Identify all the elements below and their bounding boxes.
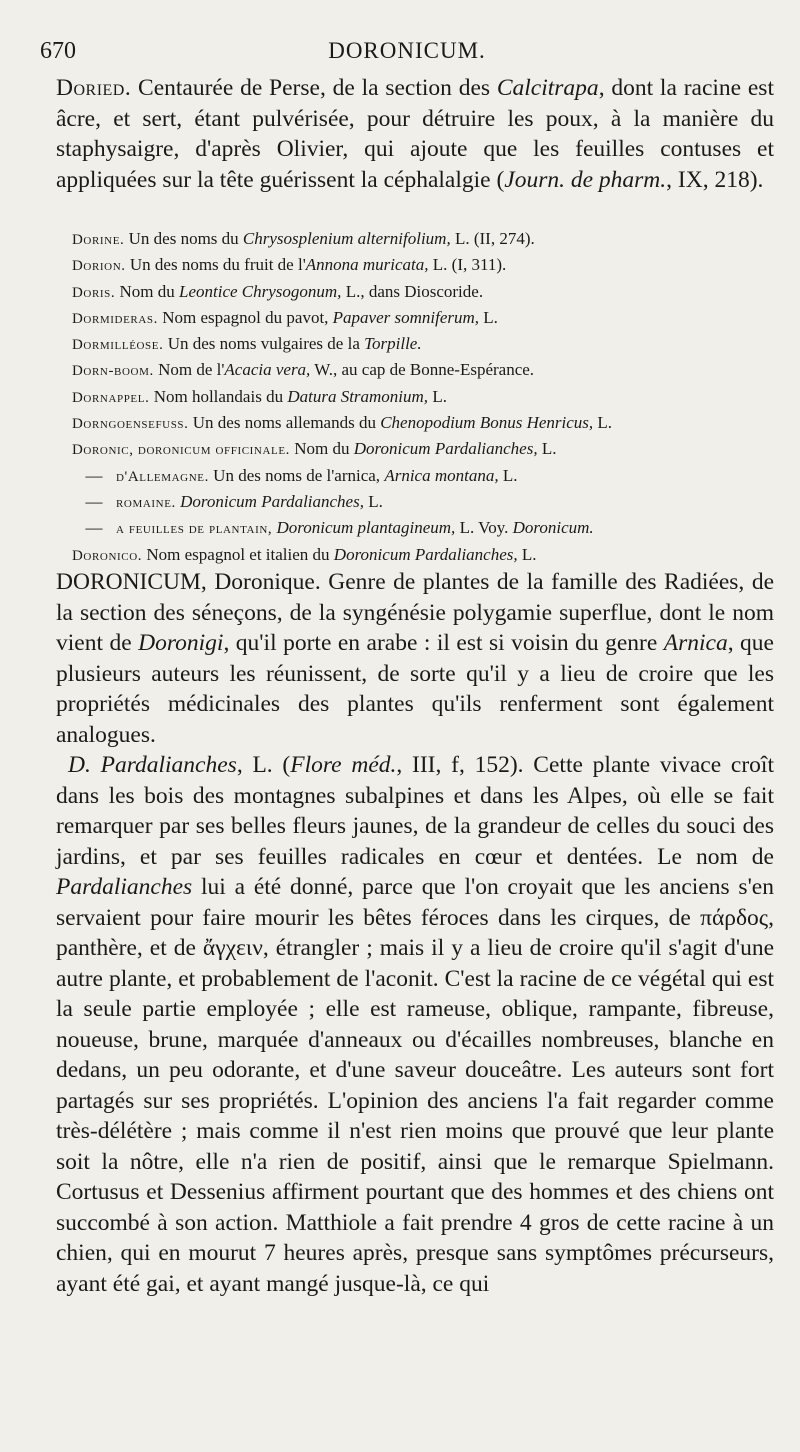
text-run: , L. ( [236, 752, 291, 778]
list-item [72, 252, 777, 278]
text-run: Nom espagnol et italien du [142, 544, 334, 564]
text-run: L. [498, 465, 518, 485]
text-run: L. [363, 491, 383, 511]
text-run: Un des noms de l'arnica, [208, 465, 385, 485]
italic-text: Papaver somniferum, [332, 307, 480, 327]
text-run: Nom du [115, 281, 179, 301]
running-title: DORONICUM. [328, 38, 486, 63]
italic-text: Doronicum Pardalianches, [333, 544, 518, 564]
text-run: Nom espagnol du pavot, [157, 307, 333, 327]
italic-text: Chrysosplenium alternifolium, [242, 229, 451, 248]
list-item [72, 226, 777, 252]
text-run: W., au cap de Bonne-Espérance. [310, 360, 535, 380]
text-run: Un des noms vulgaires de la [163, 334, 365, 354]
list-item [72, 463, 777, 489]
genus-paragraph [56, 567, 774, 750]
entry-term: romaine. [116, 494, 176, 511]
italic-text: Flore méd. [290, 752, 397, 778]
italic-text: Doronicum Pardalianches, [180, 491, 364, 511]
text-run: , IX, 218). [666, 166, 764, 193]
entry-term: Dormilléose. [72, 337, 164, 354]
text-run: L. (I, 311). [428, 255, 507, 275]
italic-text: Annona muricata, [305, 255, 429, 275]
entry-term: Dornappel. [72, 389, 150, 406]
page-number: 670 [40, 38, 76, 64]
italic-text: Doronigi [138, 630, 224, 656]
entry-term: a feuilles de plantain, [116, 521, 273, 538]
list-item [72, 515, 777, 541]
doronicum-article [56, 567, 774, 1299]
italic-text: Calcitrapa [496, 75, 599, 101]
list-item [72, 489, 777, 515]
entry-term: Doried. [56, 75, 132, 101]
entry-term: Doris. [72, 284, 116, 301]
ditto-dash: — [85, 518, 103, 538]
text-run: L., dans Dioscoride. [341, 281, 484, 301]
list-item [72, 357, 777, 383]
text-run: lui a été donné, parce que l'on croyait que les anciens s'en servaient pour faire mourir les bêtes féroces dans les cirques, de πάρδος, panthère, et de ἄγχειν, étrangler ; mais il y a lieu de croire qu'il s'agit d'une autre plante, et probablement de l'aconit. C'est la racine de ce végétal qui est la seule partie employée ; elle est rameuse, oblique, rampante, fibreuse, noueuse, brune, marquée d'anneaux ou d'écailles nombreuses, blanche en dedans, un peu odorante, et d'une saveur douceâtre. Les auteurs sont fort partagés sur ses propriétés. L'opinion des anciens l'a fait regarder comme très-délétère ; mais comme il n'est rien moins que prouvé que leur plante soit la nôtre, elle n'a rien de positif, ainsi que le remarque Spielmann. Cortusus et Dessenius affirment pourtant que des hommes et des chiens ont succombé à son action. Matthiole a fait prendre 4 gros de cette racine à un chien, qui en mourut 7 heures après, presque sans symptômes précurseurs, ayant été gai, et ayant mangé jusque-là, ce qui [56, 874, 774, 1297]
text-run: , dont la racine est âcre, et sert, étant pulvérisée, pour détruire les poux, à la manière du staphysaigre, d'après Olivier, qui ajoute que les feuilles contuses et appliquées sur la tête guérissent la céphalalgie ( [56, 75, 774, 193]
list-item [72, 279, 777, 305]
page-header [40, 38, 774, 70]
ditto-dash: — [85, 465, 103, 485]
text-run: , III, f, 152). Cette plante vivace croît dans les bois des montagnes subalpines et dans les Alpes, où elle se fait remarquer par ses belles fleurs jaunes, de la grandeur de celles du souci des jardins, et par ses feuilles radicales en cœur et dentées. Le nom de [56, 752, 774, 870]
text-run: Un des noms allemands du [188, 413, 381, 433]
italic-text: Doronicum. [512, 518, 594, 538]
entry-term: Dorngoensefuss. [72, 416, 189, 433]
text-run: Un des noms du [124, 229, 243, 248]
entry-term: Doronic, doronicum officinale. [72, 442, 291, 459]
entry-term: Doronico. [72, 547, 143, 564]
entry-term: Dormideras. [72, 310, 158, 327]
text-run: L. [428, 386, 447, 406]
list-item [72, 331, 777, 357]
italic-text: Acacia vera, [224, 360, 311, 380]
entry-term: Dorine. [72, 232, 125, 248]
italic-text: Leontice Chrysogonum, [179, 281, 342, 301]
text-run: Centaurée de Perse, de la section des [131, 75, 497, 101]
italic-text: Pardalianches [56, 874, 193, 900]
text-run: Un des noms du fruit de l' [125, 255, 306, 275]
list-item [72, 384, 777, 410]
italic-text: Torpille. [364, 334, 422, 354]
text-run: L. [537, 439, 557, 459]
list-item [72, 542, 777, 568]
italic-text: Journ. de pharm. [504, 166, 667, 193]
italic-text: Doronicum plantagineum, [276, 518, 456, 538]
text-run: , que plusieurs auteurs les réunissent, de sorte qu'il y a lieu de croire que les propriétés médicinales des plantes qu'ils renferment sont également analogues. [56, 630, 774, 748]
text-run: Nom hollandais du [149, 386, 288, 406]
italic-text: Arnica montana, [384, 465, 499, 485]
text-run: , qu'il porte en arabe : il est si voisin du genre [223, 630, 664, 656]
short-entries-list [72, 226, 777, 568]
text-run: DORONICUM, Doronique. Genre de plantes de la famille des Radiées, de la section des séneçons, de la syngénésie polygamie superflue, dont le nom vient de [56, 569, 774, 656]
ditto-dash: — [85, 491, 103, 511]
italic-text: Arnica [663, 630, 728, 656]
list-item [72, 410, 777, 436]
text-run: L. (II, 274). [450, 229, 535, 248]
entry-term: Dorn-boom. [72, 363, 154, 380]
text-run: L. Voy. [455, 518, 513, 538]
italic-text: Datura Stramonium, [287, 386, 429, 406]
italic-text: Chenopodium Bonus Henricus, [380, 413, 594, 433]
species-paragraph [56, 750, 774, 1299]
text-run: L. [593, 413, 613, 433]
entry-body [56, 75, 774, 193]
entry-term: Dorion. [72, 258, 126, 275]
doried-entry [56, 73, 774, 195]
list-item [72, 436, 777, 462]
entry-term: d'Allemagne. [116, 468, 209, 485]
text-run: L. [517, 544, 537, 564]
text-run: L. [479, 307, 498, 327]
italic-text: Doronicum Pardalianches, [353, 439, 538, 459]
text-run: Nom du [290, 439, 354, 459]
text-run: Nom de l' [153, 360, 225, 380]
list-item [72, 305, 777, 331]
italic-text: D. Pardalianches [68, 752, 237, 778]
doried-paragraph [56, 73, 774, 195]
